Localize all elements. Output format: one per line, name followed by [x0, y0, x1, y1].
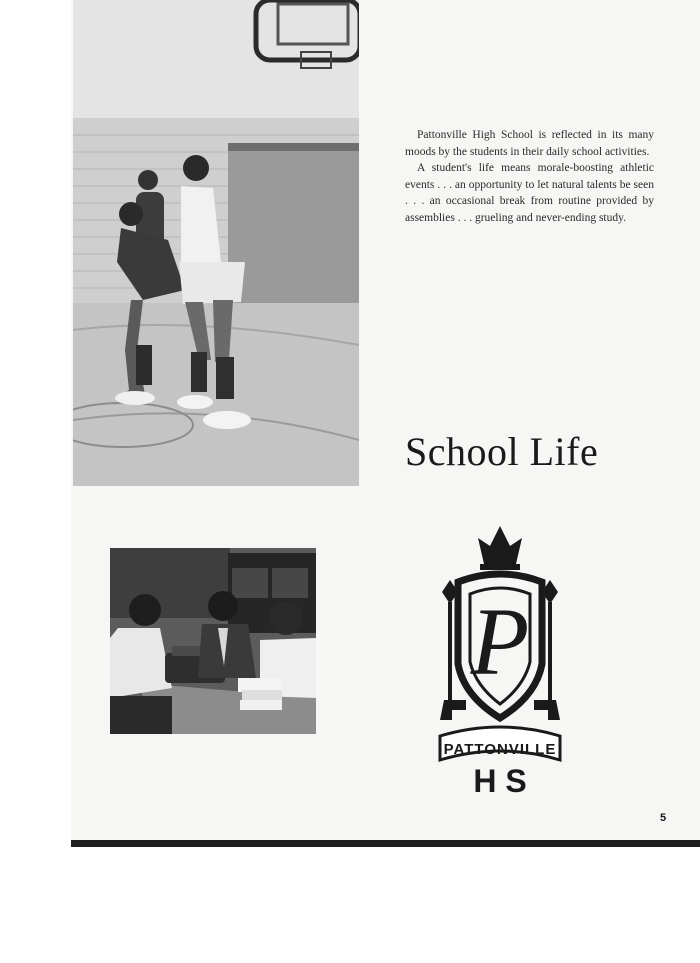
crest-icon — [436, 524, 564, 796]
section-title: School Life — [405, 429, 599, 474]
basketball-game-photo — [73, 0, 359, 486]
typing-class-illustration — [110, 548, 316, 734]
page-number: 5 — [660, 812, 667, 824]
page-bottom-edge — [71, 840, 700, 847]
intro-paragraph-1: Pattonville High School is reflected in its many moods by the students in their daily school activities. — [405, 129, 654, 158]
svg-text:PATTONVILLE: PATTONVILLE — [443, 741, 557, 758]
svg-text:H S: H S — [473, 763, 527, 796]
basketball-game-illustration — [73, 0, 359, 486]
typing-class-photo — [110, 548, 316, 734]
intro-paragraph-2: A student's life means morale-boosting athletic events . . . an opportunity to let natural talents be seen . . . an occasional break from routine provided by assemblies . . . grueling and never-ending study. — [405, 162, 654, 224]
intro-text — [405, 127, 654, 227]
school-crest-logo — [436, 524, 564, 796]
svg-text:P: P — [470, 588, 530, 695]
